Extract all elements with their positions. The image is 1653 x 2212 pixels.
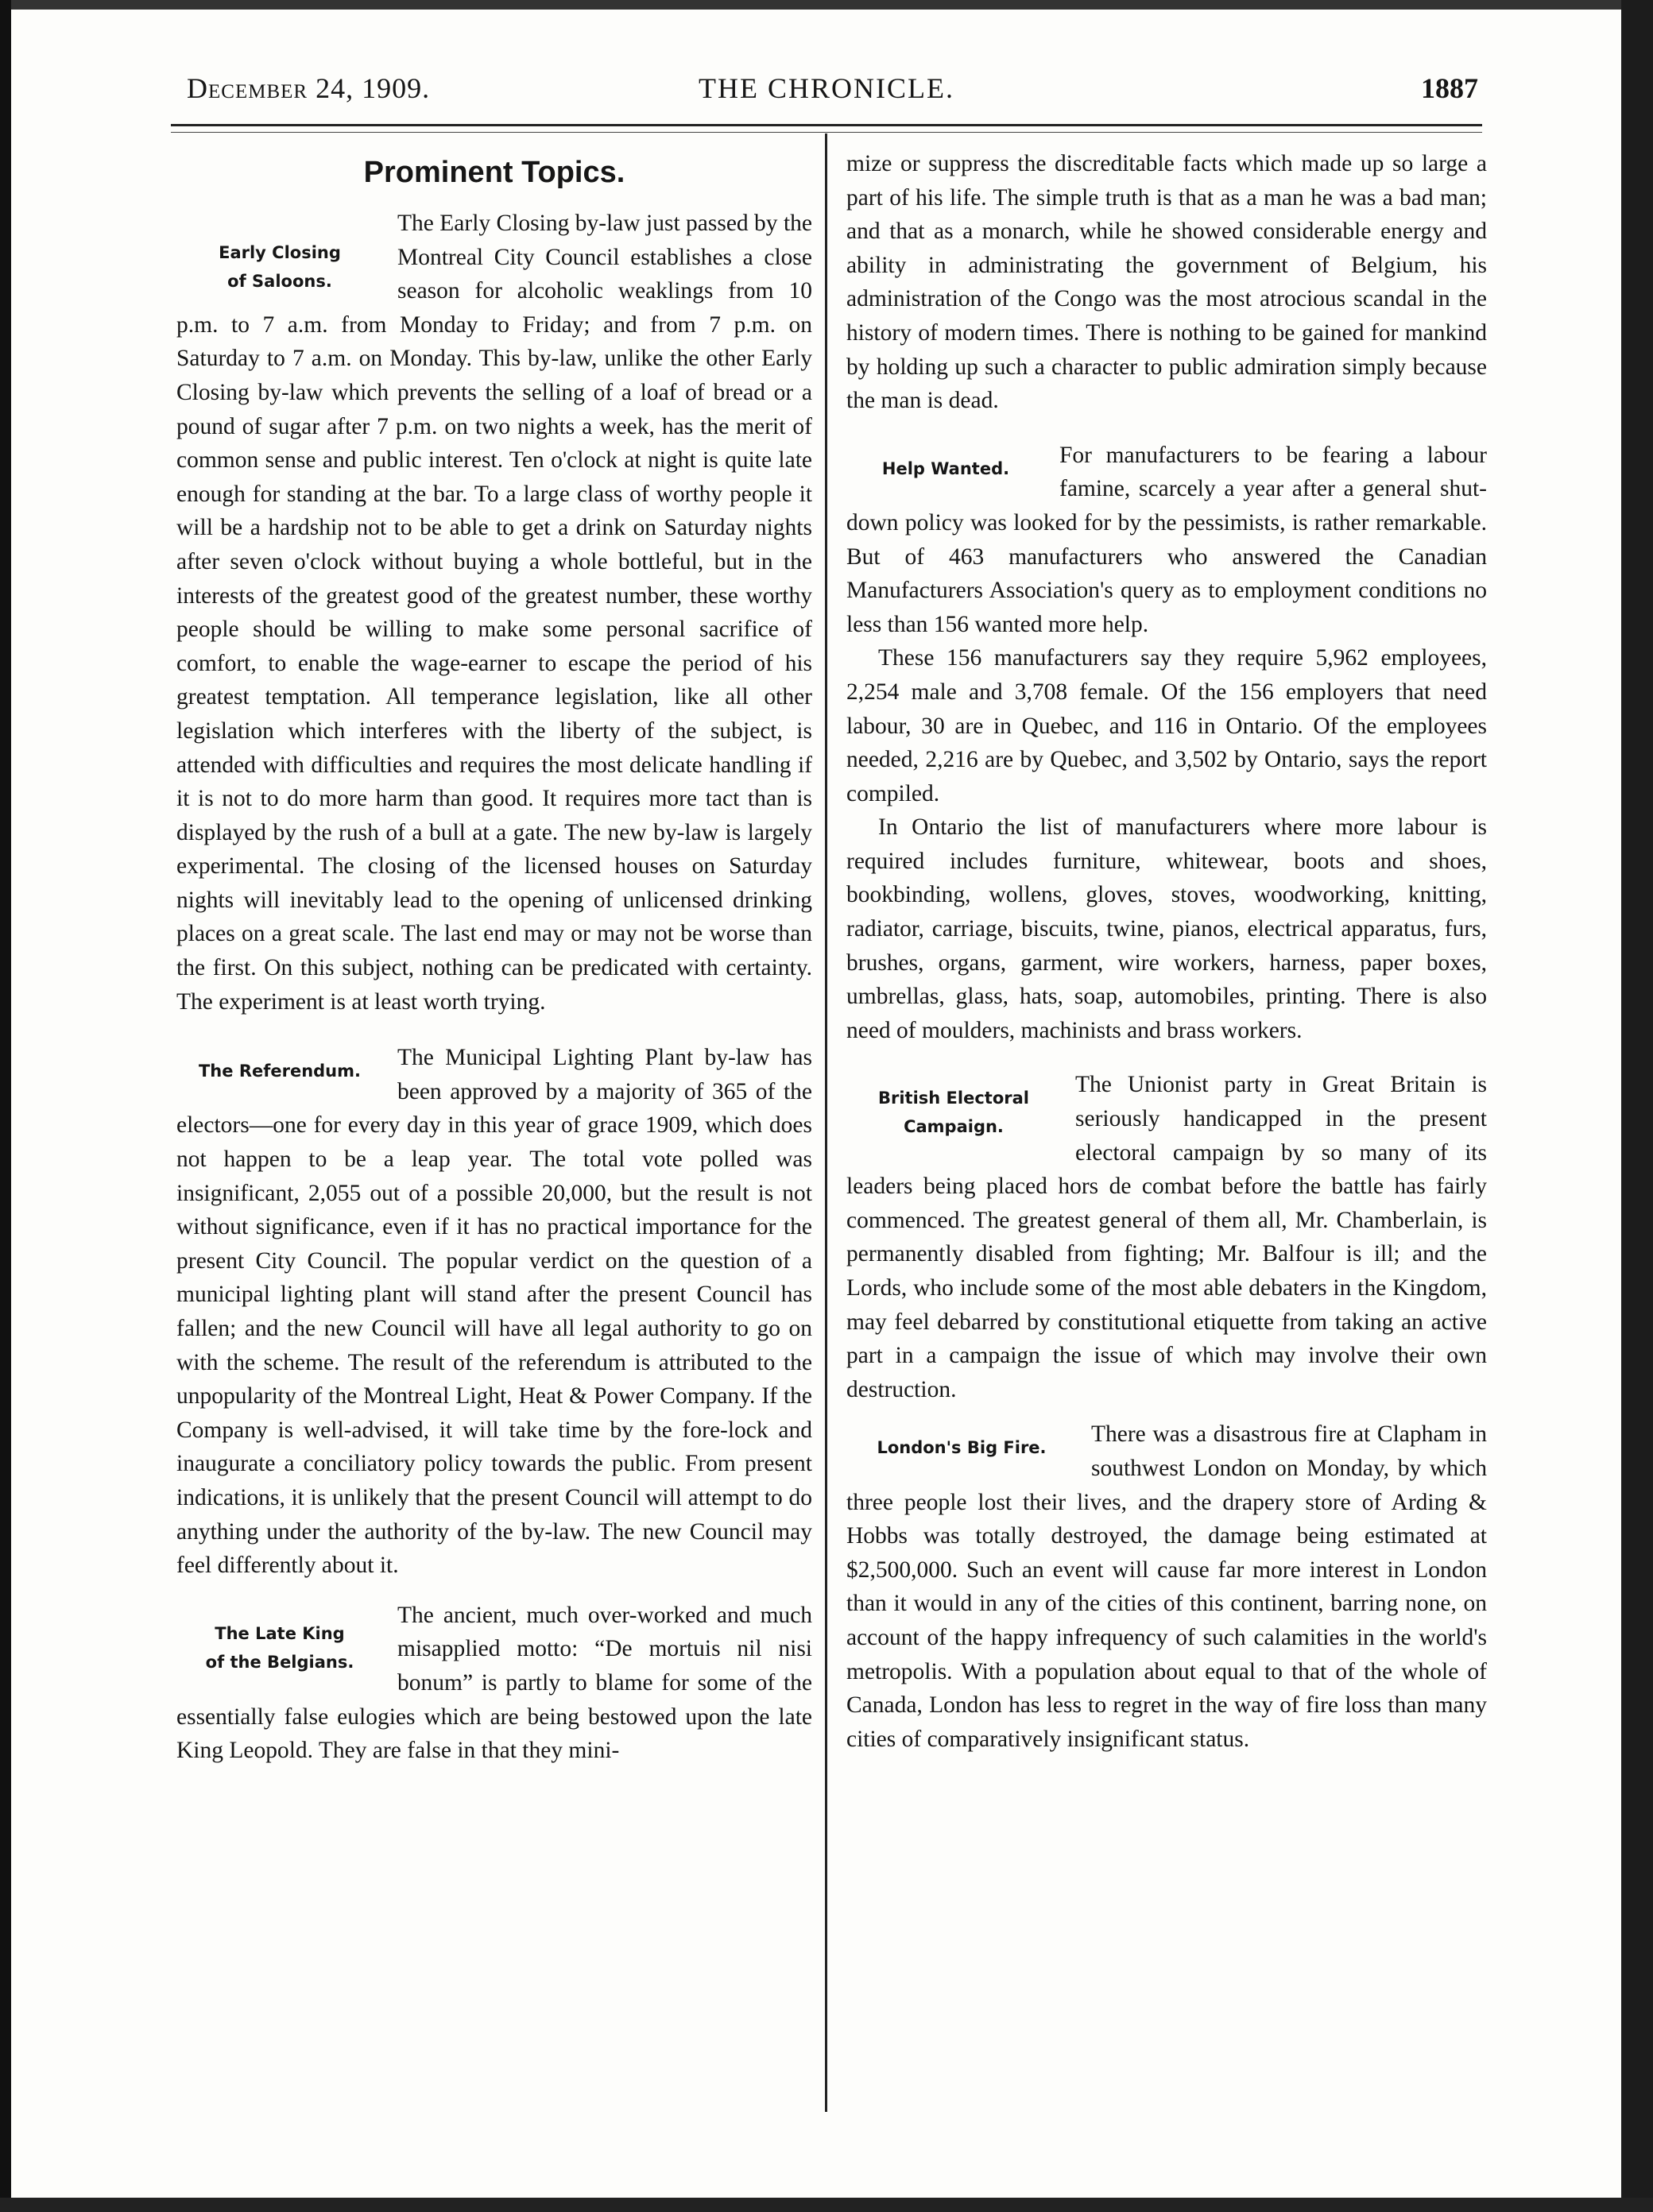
article-sidehead: Help Wanted.	[881, 458, 1010, 478]
article-paragraph: The Municipal Lighting Plant by-law has been approved by a majority of 365 of the electors—one for every day in this year of grace 1909, which does not happen to be a leap year. The total vote polled was insignificant, 2,055 out of a possible 20,000, but the result is not without significance, even if it has no practical importance for the present City Council. The popular verdict on the question of a municipal lighting plant will stand after the present Council has fallen; and the new Council will have all legal authority to go on with the scheme. The result of the referendum is attributed to the unpopularity of the Montreal Light, Heat & Power Company. If the Company is well-advised, it will take time by the fore-lock and inaugurate a conciliatory policy towards the public. From present indications, it is unlikely that the present Council will attempt to do anything under the authority of the by-law. The new Council may feel differently about it.	[176, 1045, 812, 1579]
article-sidehead: London's Big Fire.	[877, 1438, 1047, 1458]
article-paragraph: For manufacturers to be fearing a labour famine, scarcely a year after a general shut-down policy was looked for by the pessimists, is rather remarkable. But of 463 manufacturers who answered the Canadian Manufacturers Association's query as to employment conditions no less than 156 wanted more help.	[846, 442, 1487, 637]
article-late-king	[176, 1599, 812, 1768]
page-scan-edge-top	[0, 0, 1653, 10]
article-paragraph: The ancient, much over-worked and much misapplied motto: “De mortuis nil nisi bonum” is partly to blame for some of the essentially false eulogies which are being bestowed upon the late King Leopold. They are false in that they mini-	[176, 1602, 812, 1764]
article-london-fire	[846, 1417, 1487, 1756]
column-divider	[825, 133, 827, 2112]
left-column	[176, 151, 812, 1768]
article-sidehead: British Electoral Campaign.	[878, 1089, 1029, 1137]
article-paragraph: There was a disastrous fire at Clapham in southwest London on Monday, by which three people lost their lives, and the drapery store of Arding & Hobbs was totally destroyed, the damage being estimated at $2,500,000. Such an event will cause far more interest in London than it would in any of the cities of this continent, barring none, on account of the happy infrequency of such calamities in the world's metropolis. With a population about equal to that of the whole of Canada, London has less to regret in the way of fire loss than many cities of comparatively insignificant status.	[846, 1421, 1487, 1752]
article-paragraph: The Early Closing by-law just passed by the Montreal City Council establishes a close season for alcoholic weaklings from 10 p.m. to 7 a.m. from Monday to Friday; and from 7 p.m. on Saturday to 7 a.m. on Monday. This by-law, unlike the other Early Closing by-law which prevents the selling of a loaf of bread or a pound of sugar after 7 p.m. on two nights a week, has the merit of common sense and public interest. Ten o'clock at night is quite late enough for standing at the bar. To a large class of worthy people it will be a hardship not to be able to get a drink on Saturday nights after seven o'clock without buying a whole bottleful, but in the interests of the greatest good of the greatest number, these worthy people should be willing to make some personal sacrifice of comfort, to enable the wage-earner to escape the period of his greatest temptation. All temperance legislation, like all other legislation which interferes with the liberty of the subject, is attended with difficulties and requires the most delicate handling if it is not to do more harm than good. It requires more tact than is displayed by the rush of a bull at a gate. The new by-law is largely experimental. The closing of the licensed houses on Saturday nights will inevitably lead to the opening of unlicensed drinking places on a great scale. The last end may or may not be worse than the first. On this subject, nothing can be predicated with certainty. The experiment is at least worth trying.	[176, 211, 812, 1015]
article-paragraph: In Ontario the list of manufacturers where more labour is required includes furniture, whitewear, boots and shoes, bookbinding, wollens, gloves, stoves, woodworking, knitting, radiator, carriage, biscuits, twine, pianos, electrical apparatus, furs, brushes, organs, garment, wire workers, harness, paper boxes, umbrellas, glass, hats, soap, automobiles, printing. There is also need of moulders, machinists and brass workers.	[846, 814, 1487, 1043]
page-scan-edge-left	[0, 0, 11, 2212]
article-paragraph-continued: mize or suppress the discreditable facts which made up so large a part of his life. The simple truth is that as a man he was a bad man; and that as a monarch, while he showed considerable energy and ability in administrating the government of Belgium, his administration of the Congo was the most atrocious scandal in the history of modern times. There is nothing to be gained for mankind by holding up such a character to public admiration simply because the man is dead.	[846, 151, 1487, 414]
header-rule-thin	[171, 132, 1482, 133]
issue-date: December 24, 1909.	[187, 72, 431, 104]
page-header	[175, 72, 1478, 111]
page-scan-edge-right	[1621, 0, 1653, 2212]
article-referendum	[176, 1041, 812, 1583]
article-british-electoral	[846, 1068, 1487, 1406]
section-title: Prominent Topics.	[363, 156, 625, 189]
publication-title: THE CHRONICLE.	[699, 72, 954, 104]
article-early-closing	[176, 207, 812, 1019]
page-scan-edge-bottom	[0, 2198, 1653, 2212]
article-paragraph: The Unionist party in Great Britain is seriously handicapped in the present electoral campaign by so many of its leaders being placed hors de combat before the battle has fairly commenced. The greatest general of them all, Mr. Chamberlain, is permanently disabled from fighting; Mr. Balfour is ill; and the Lords, who include some of the most able debaters in the Kingdom, may feel debarred by constitutional etiquette from taking an active part in a campaign the issue of which may involve their own destruction.	[846, 1072, 1487, 1402]
page-number: 1887	[1421, 72, 1478, 104]
article-sidehead: The Late King of the Belgians.	[205, 1623, 354, 1672]
article-sidehead: Early Closing of Saloons.	[219, 243, 341, 291]
article-help-wanted	[846, 439, 1487, 1048]
article-sidehead: The Referendum.	[198, 1062, 361, 1081]
right-column	[846, 147, 1487, 1756]
header-rule	[171, 124, 1482, 126]
article-paragraph: These 156 manufacturers say they require 5,962 employees, 2,254 male and 3,708 female. Of the 156 employers that need labour, 30 are in Quebec, and 116 in Ontario. Of the employees needed, 2,216 are by Quebec, and 3,502 by Ontario, says the report compiled.	[846, 645, 1487, 806]
